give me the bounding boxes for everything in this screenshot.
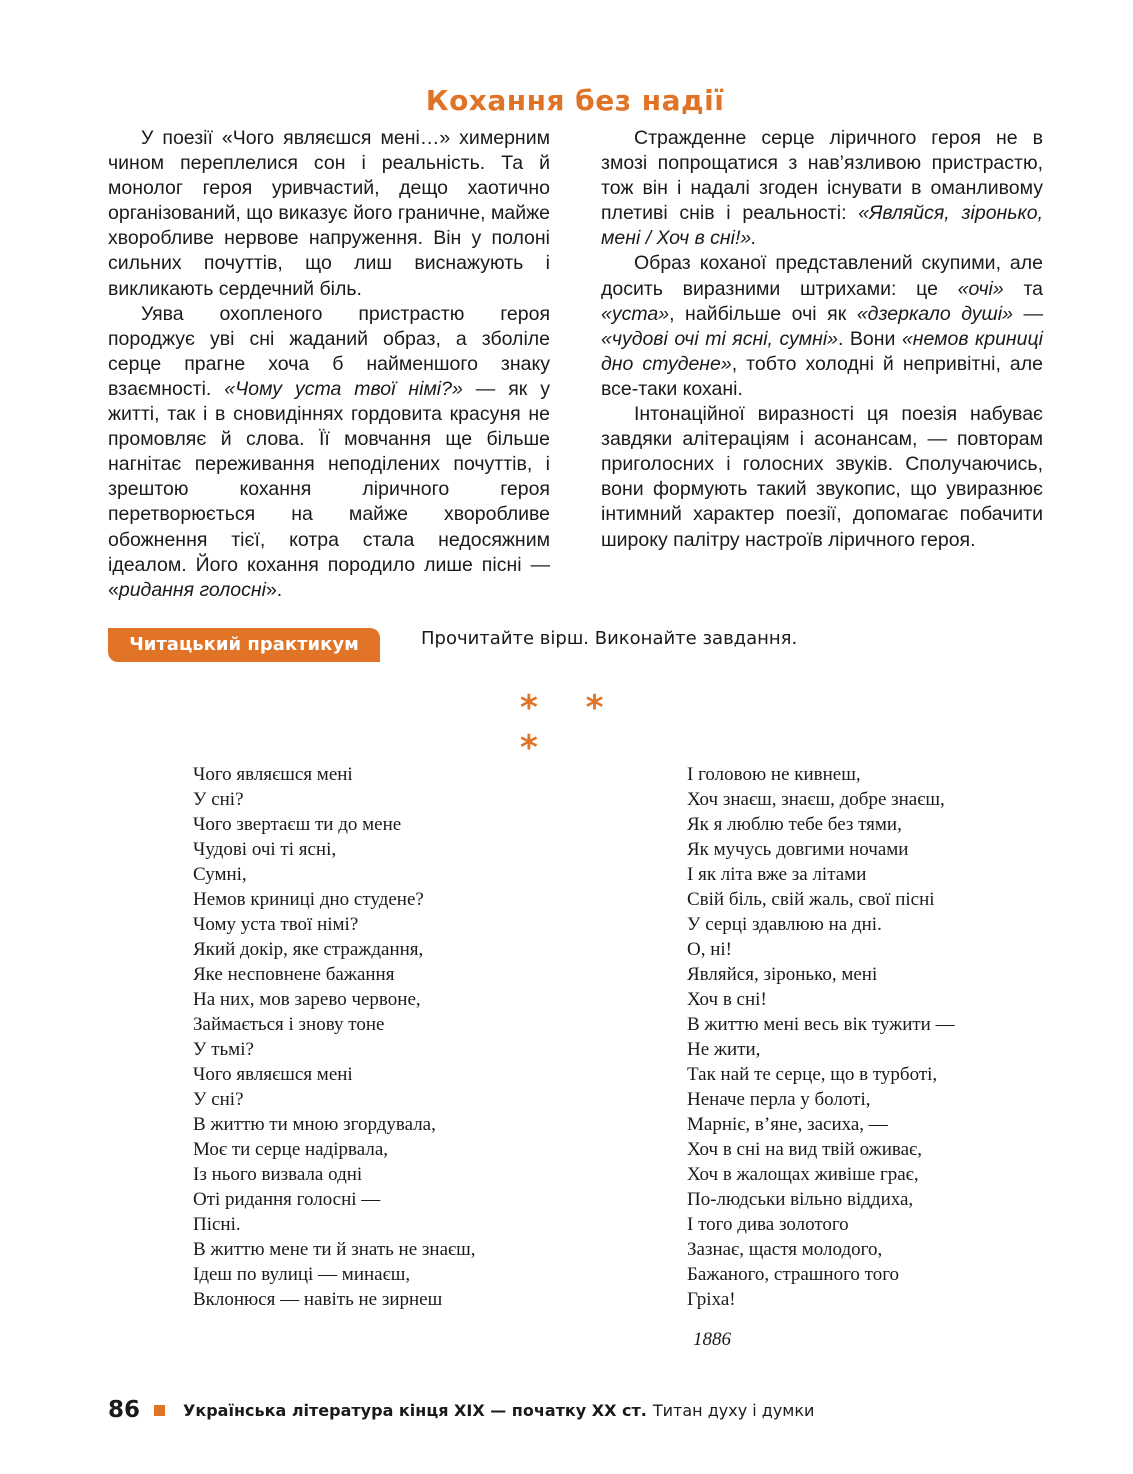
essay-text: Образ коханої представлений скупими, але досить виразними штрихами: це bbox=[601, 252, 1043, 300]
poem-line: Так най те серце, що в турботі, bbox=[687, 1064, 938, 1085]
essay-text: та bbox=[1003, 277, 1044, 300]
poem-line: Як мучусь довгими ночами bbox=[687, 839, 909, 860]
essay-text: Уява охопленого пристрастю героя породжує уві сні жаданий образ, а зболіле серце прагне хоча б найменшого знаку взаємності. bbox=[108, 302, 550, 400]
poem-line: І як літа вже за літами bbox=[687, 864, 867, 885]
poem-quote: «немов криниці дно студене» bbox=[601, 327, 1043, 375]
poem-line: По-людськи вільно віддиха, bbox=[687, 1189, 914, 1210]
course-title: Українська література кінця ХІХ — початку ХХ ст. bbox=[183, 1400, 647, 1420]
poem-line: Зазнає, щастя молодого, bbox=[687, 1239, 883, 1260]
poem-line: Чому уста твої німі? bbox=[193, 914, 359, 935]
poem-line: Який докір, яке страждання, bbox=[193, 939, 424, 960]
poem-line: Яке несповнене бажання bbox=[193, 964, 395, 985]
poem-line: Хоч в сні на вид твій оживає, bbox=[687, 1139, 922, 1160]
poem-quote: ридання голосні bbox=[118, 578, 266, 601]
poem-line: У сні? bbox=[193, 1089, 244, 1110]
essay-right-column bbox=[601, 126, 1043, 553]
poem-quote: «уста» bbox=[601, 302, 670, 325]
poem-line: В життю ти мною згордувала, bbox=[193, 1114, 436, 1135]
poem-right-column bbox=[687, 762, 955, 1312]
poem-line: Хоч в жалощах живіше грає, bbox=[687, 1164, 919, 1185]
poem-line: Являйся, зіронько, мені bbox=[687, 964, 878, 985]
poem-line: Гріха! bbox=[687, 1289, 736, 1310]
poem-line: Вклонюся — навіть не зирнеш bbox=[193, 1289, 443, 1310]
poem-line: Немов криниці дно студене? bbox=[193, 889, 424, 910]
poem-line: Займається і знову тоне bbox=[193, 1014, 385, 1035]
poem-line: Оті ридання голосні — bbox=[193, 1189, 381, 1210]
poem-quote: «Являйся, зіронько, мені / Хоч в сні!». bbox=[601, 202, 1043, 250]
poem-line: Бажаного, страшного того bbox=[687, 1264, 900, 1285]
page-number: 86 bbox=[108, 1397, 141, 1423]
poem-line: Пісні. bbox=[193, 1214, 241, 1235]
chapter-title: Титан духу і думки bbox=[652, 1400, 815, 1420]
essay-paragraph bbox=[601, 126, 1043, 251]
poem-line: Сумні, bbox=[193, 864, 247, 885]
poem-left-column bbox=[193, 762, 476, 1312]
poem-line: Не жити, bbox=[687, 1039, 761, 1060]
poem-line: Із нього визвала одні bbox=[193, 1164, 363, 1185]
poem-line: І головою не кивнеш, bbox=[687, 764, 861, 785]
essay-paragraph bbox=[601, 251, 1043, 402]
essay-text: , найбільше очі як bbox=[669, 302, 857, 325]
poem-line: В життю мене ти й знать не знаєш, bbox=[193, 1239, 476, 1260]
poem-line: Неначе перла у болоті, bbox=[687, 1089, 871, 1110]
poem-line: О, ні! bbox=[687, 939, 732, 960]
asterism-divider: * * * bbox=[520, 688, 622, 768]
poem-line: На них, мов зарево червоне, bbox=[193, 989, 421, 1010]
poem-quote: «Чому уста твої німі?» bbox=[224, 377, 463, 400]
poem-quote: «очі» bbox=[957, 277, 1004, 300]
essay-text: Стражденне серце ліричного героя не в змозі попрощатися з нав’язливою пристрастю, тож він і надалі згоден існувати в оманливому плетиві снів і реальності: bbox=[601, 127, 1043, 225]
poem-line: Хоч в сні! bbox=[687, 989, 767, 1010]
essay-paragraph bbox=[108, 126, 550, 302]
poem-line: У сні? bbox=[193, 789, 244, 810]
essay-text: — bbox=[1012, 302, 1043, 325]
poem-line: Хоч знаєш, знаєш, добре знаєш, bbox=[687, 789, 945, 810]
essay-text: У поезії «Чого являєшся мені…» химерним чином переплелися сон і реальність. Та й монолог героя уривчастий, дещо хаотично організований, що виказує його граничне, майже хворобливе нервове напруження. Він у полоні сильних почуттів, що лиш виснажують і викликають сердечний біль. bbox=[108, 127, 550, 300]
essay-left-column bbox=[108, 126, 550, 603]
poem-line: У серці здавлюю на дні. bbox=[687, 914, 882, 935]
essay-text: , тобто холодні й непривітні, але все-таки кохані. bbox=[601, 352, 1043, 400]
square-bullet-icon bbox=[154, 1405, 165, 1416]
poem-year: 1886 bbox=[693, 1329, 731, 1350]
poem-quote: «чудові очі ті ясні, сумні» bbox=[601, 327, 838, 350]
essay-text: ». bbox=[265, 578, 283, 601]
poem-line: Моє ти серце надірвала, bbox=[193, 1139, 389, 1160]
practicum-label: Читацький практикум bbox=[108, 628, 380, 662]
essay-text: Інтонаційної виразності ця поезія набуває завдяки алітераціям і асонансам, — повторам приголосних і голосних звуків. Сполучаючись, вони формують такий звукопис, що увиразнює інтимний характер поезії, допомагає побачити широку палітру настроїв ліричного героя. bbox=[601, 403, 1043, 551]
poem-line: В життю мені весь вік тужити — bbox=[687, 1014, 955, 1035]
poem-line: Як я люблю тебе без тями, bbox=[687, 814, 902, 835]
poem-line: І того дива золотого bbox=[687, 1214, 849, 1235]
poem-line: Чого являєшся мені bbox=[193, 764, 353, 785]
poem-line: Чого являєшся мені bbox=[193, 1064, 353, 1085]
poem-line: Чудові очі ті ясні, bbox=[193, 839, 337, 860]
poem-line: У тьмі? bbox=[193, 1039, 254, 1060]
poem-quote: «дзеркало душі» bbox=[856, 302, 1013, 325]
practicum-instruction: Прочитайте вірш. Виконайте завдання. bbox=[421, 628, 798, 649]
essay-text: . Вони bbox=[838, 327, 902, 350]
poem-line: Свій біль, свій жаль, свої пісні bbox=[687, 889, 935, 910]
essay-text: — як у житті, так і в сновидіннях гордовита красуня не промовляє й слова. Її мовчання ще більше нагнітає переживання неподілених почуттів, і зрештою кохання ліричного героя перетворюється на майже хворобливе обожнення тієї, котра стала недосяжним ідеалом. Його кохання породило лише пісні — « bbox=[108, 377, 551, 601]
essay-paragraph bbox=[108, 302, 550, 603]
section-title: Кохання без надії bbox=[425, 84, 725, 117]
essay-paragraph bbox=[601, 402, 1043, 553]
page-footer bbox=[108, 1395, 814, 1425]
poem-line: Марніє, в’яне, засиха, — bbox=[687, 1114, 888, 1135]
poem-line: Чого звертаєш ти до мене bbox=[193, 814, 402, 835]
poem-line: Ідеш по вулиці — минаєш, bbox=[193, 1264, 411, 1285]
